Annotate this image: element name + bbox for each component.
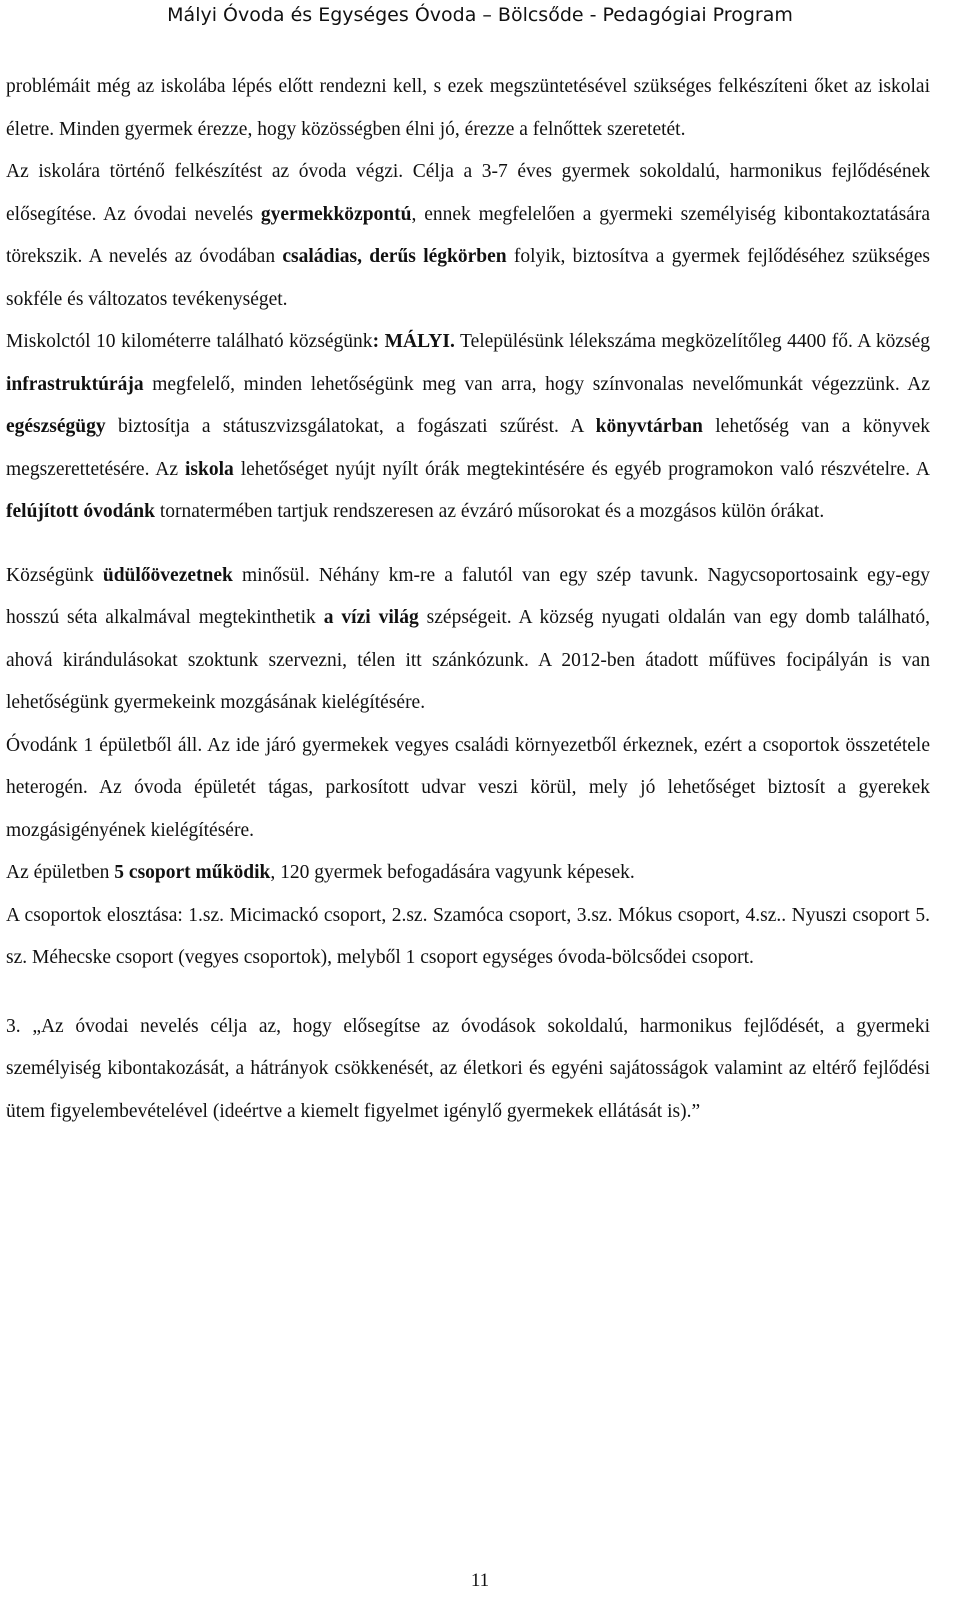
spacer: [6, 980, 930, 1006]
bold-run: felújított óvodánk: [6, 501, 155, 522]
bold-run: könyvtárban: [595, 416, 703, 437]
paragraph-6: [6, 852, 930, 895]
text-run: problémáit még az iskolába lépés előtt rendezni kell, s ezek megszüntetésével szükséges felkészíteni őket az iskolai életre. Minden gyermek érezze, hogy közösségben élni jó, érezze a felnőttek szeretetét.: [6, 76, 930, 140]
text-run: folyik, biztosítva a gyermek fejlődéséhez szükséges sokféle és változatos tevékenységet.: [6, 246, 930, 310]
page-number: 11: [470, 1570, 490, 1591]
text-run: szépségeit. A község nyugati oldalán van egy domb található, ahová kirándulásokat szoktunk szervezni, télen itt szánkózunk. A 2012-ben átadott műfüves focipályán is van lehetőségünk gyermekeink mozgásának kielégítésére.: [6, 607, 930, 713]
text-run: 3. „Az óvodai nevelés célja az, hogy elősegítse az óvodások sokoldalú, harmonikus fejlődését, a gyermeki személyiség kibontakozását, a hátrányok csökkenését, az életkori és egyéni sajátosságok valamint az eltérő fejlődési ütem figyelembevételével (ideértve a kiemelt figyelmet igénylő gyermekek ellátását is).”: [6, 1015, 930, 1122]
text-run: Az épületben: [6, 862, 115, 883]
paragraph-5: [6, 725, 930, 853]
text-run: tornatermében tartjuk rendszeresen az évzáró műsorokat és a mozgásos külön órákat.: [154, 501, 825, 522]
bold-run: iskola: [184, 458, 234, 480]
text-run: Településünk lélekszáma megközelítőleg 4400 fő. A község: [454, 331, 930, 352]
bold-run: üdülőövezetnek: [102, 564, 233, 586]
paragraph-7: [6, 895, 930, 980]
bold-run: családias, derűs légkörben: [282, 246, 507, 267]
paragraph-4: [6, 555, 930, 725]
bold-run: egészségügy: [6, 416, 106, 437]
bold-run: : MÁLYI.: [372, 331, 455, 352]
bold-run: gyermekközpontú: [260, 203, 412, 225]
text-run: biztosítja a státuszvizsgálatokat, a fogászati szűrést. A: [105, 416, 596, 437]
text-run: Községünk: [6, 564, 103, 586]
bold-run: infrastruktúrája: [6, 373, 144, 395]
text-run: minősül. Néhány km-re a falutól van egy szép tavunk. Nagycsoportosaink egy-egy hosszú séta alkalmával megtekinthetik: [6, 564, 930, 628]
text-run: lehetőséget nyújt nyílt órák megtekintésére és egyéb programokon való részvételre. A: [233, 458, 930, 480]
document-body: [6, 66, 930, 1133]
text-run: lehetőség van a könyvek megszerettetésére. Az: [6, 416, 930, 480]
text-run: , ennek megfelelően a gyermeki személyiség kibontakoztatására törekszik. A nevelés az óvodában: [6, 203, 930, 267]
paragraph-1: [6, 66, 930, 151]
bold-run: a vízi világ: [323, 607, 419, 628]
text-run: Óvodánk 1 épületből áll. Az ide járó gyermekek vegyes családi környezetből érkeznek, ezért a csoportok összetétele heterogén. Az óvoda épületét tágas, parkosított udvar veszi körül, mely jó lehetőséget biztosít a gyerekek mozgásigényének kielégítésére.: [6, 734, 930, 841]
paragraph-3: [6, 321, 930, 534]
spacer: [6, 534, 930, 555]
text-run: Az iskolára történő felkészítést az óvoda végzi. Célja a 3-7 éves gyermek sokoldalú, harmonikus fejlődésének elősegítése. Az óvodai nevelés: [6, 161, 930, 225]
paragraph-8: [6, 1006, 930, 1134]
text-run: megfelelő, minden lehetőségünk meg van arra, hogy színvonalas nevelőmunkát végezzünk. Az: [143, 373, 930, 395]
page-header: Mályi Óvoda és Egységes Óvoda – Bölcsőde - Pedagógiai Program: [167, 4, 793, 26]
text-run: A csoportok elosztása: 1.sz. Micimackó csoport, 2.sz. Szamóca csoport, 3.sz. Mókus csoport, 4.sz.. Nyuszi csoport 5. sz. Méhecske csoport (vegyes csoportok), melyből 1 csoport egységes óvoda-bölcsődei csoport.: [6, 904, 930, 968]
text-run: , 120 gyermek befogadására vagyunk képesek.: [270, 862, 635, 883]
bold-run: 5 csoport működik: [114, 862, 271, 883]
text-run: Miskolctól 10 kilométerre található községünk: [6, 331, 373, 352]
paragraph-2: [6, 151, 930, 321]
